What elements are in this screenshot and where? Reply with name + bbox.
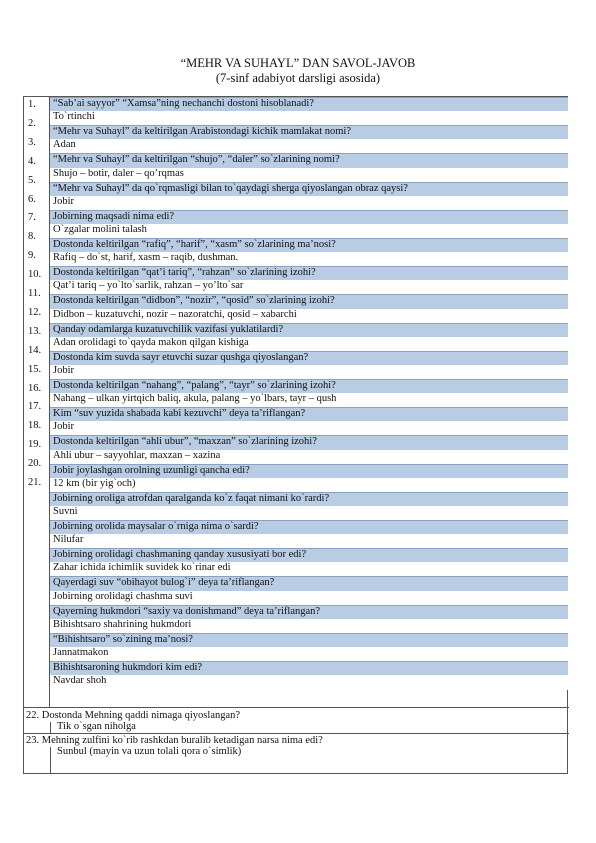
answer-row: Jannatmakon bbox=[50, 647, 568, 662]
answer-row: Shujo – botir, daler – qo’rqmas bbox=[50, 168, 568, 183]
row-number: 3. bbox=[28, 136, 36, 148]
answer-cell-23 bbox=[50, 747, 568, 774]
answer-row: 12 km (bir yig`och) bbox=[50, 478, 568, 493]
row-number: 5. bbox=[28, 174, 36, 186]
answer-row: Jobir bbox=[50, 421, 568, 436]
answer-row: Jobir bbox=[50, 196, 568, 211]
answer-row: Adan orolidagi to`qayda makon qilgan kishiga bbox=[50, 337, 568, 352]
answer-row: Suvni bbox=[50, 506, 568, 521]
row-number: 12. bbox=[28, 306, 42, 318]
row-divider bbox=[24, 733, 569, 734]
number-column bbox=[24, 97, 50, 707]
question-row: Jobirning orolida maysalar o`rniga nima o`sardi? bbox=[50, 520, 568, 535]
answer-row: O`zgalar molini talash bbox=[50, 224, 568, 239]
row-number: 20. bbox=[28, 458, 42, 470]
row-number: 2. bbox=[28, 117, 36, 129]
answer-row: Rafiq – do`st, harif, xasm – raqib, dushman. bbox=[50, 252, 568, 267]
row-number: 21. bbox=[28, 477, 42, 488]
row-number: 13. bbox=[28, 325, 42, 337]
question-row: “Mehr va Suhayl” da keltirilgan Arabistondagi kichik mamlakat nomi? bbox=[50, 125, 568, 140]
answer-row: Jobir bbox=[50, 365, 568, 380]
row-number: 10. bbox=[28, 269, 42, 281]
page-subtitle: (7-sinf adabiyot darsligi asosida) bbox=[215, 71, 381, 85]
question-row: Dostonda keltirilgan “qat’i tariq”, “rahzan” so`zlarining izohi? bbox=[50, 266, 568, 281]
question-23: 23. Mehning zulfini ko`rib rashkdan buralib ketadigan narsa nima edi? bbox=[26, 735, 323, 746]
row-number: 16. bbox=[28, 382, 42, 394]
answer-row: Didbon – kuzatuvchi, nozir – nazoratchi, qosid – xabarchi bbox=[50, 309, 568, 324]
question-22: 22. Dostonda Mehning qaddi nimaga qiyoslangan? bbox=[26, 710, 241, 721]
question-row: Dostonda keltirilgan “didbon”, “nozir”, “qosid” so`zlarining izohi? bbox=[50, 294, 568, 309]
answer-row: Zahar ichida ichimlik suvidek ko`rinar edi bbox=[50, 562, 568, 577]
answer-row: Nahang – ulkan yirtqich baliq, akula, palang – yo`lbars, tayr – qush bbox=[50, 393, 568, 408]
answer-row: Adan bbox=[50, 139, 568, 154]
row-number: 11. bbox=[28, 288, 41, 299]
question-row: Dostonda keltirilgan “ahli ubur”, “maxzan” so`zlarining izohi? bbox=[50, 435, 568, 450]
answer-23: Sunbul (mayin va uzun tolali qora o`simlik) bbox=[57, 746, 242, 757]
question-row: Bihishtsaroning hukmdori kim edi? bbox=[50, 661, 568, 676]
row-number: 1. bbox=[28, 99, 36, 110]
row-number: 9. bbox=[28, 250, 36, 262]
row-divider bbox=[24, 707, 569, 708]
answer-row: Bihishtsaro shahrining hukmdori bbox=[50, 619, 568, 634]
question-row: Jobirning maqsadi nima edi? bbox=[50, 210, 568, 225]
question-row: Jobir joylashgan orolning uzunligi qancha edi? bbox=[50, 464, 568, 479]
qa-table bbox=[23, 96, 568, 774]
question-row: “Sab’ai sayyor” “Xamsa”ning nechanchi dostoni hisoblanadi? bbox=[50, 97, 568, 112]
answer-row: Jobirning orolidagi chashma suvi bbox=[50, 591, 568, 606]
question-row: “Bihishtsaro” so`zining ma’nosi? bbox=[50, 633, 568, 648]
row-number: 14. bbox=[28, 344, 42, 356]
question-row: Qanday odamlarga kuzatuvchilik vazifasi yuklatilardi? bbox=[50, 323, 568, 338]
page-title: “MEHR VA SUHAYL” DAN SAVOL-JAVOB bbox=[180, 56, 416, 70]
question-row: Jobirning oroliga atrofdan qaralganda ko`z faqat nimani ko`rardi? bbox=[50, 492, 568, 507]
question-row: Kim “suv yuzida shabada kabi kezuvchi” deya ta’riflangan? bbox=[50, 407, 568, 422]
row-number: 8. bbox=[28, 231, 36, 243]
row-number: 6. bbox=[28, 193, 36, 205]
answer-row: Navdar shoh bbox=[50, 675, 568, 690]
question-row: “Mehr va Suhayl” da keltirilgan “shujo”, “daler” so`zlarining nomi? bbox=[50, 153, 568, 168]
question-row: Jobirning orolidagi chashmaning qanday xususiyati bor edi? bbox=[50, 548, 568, 563]
question-row: Dostonda kim suvda sayr etuvchi suzar qushga qiyoslangan? bbox=[50, 351, 568, 366]
row-number: 7. bbox=[28, 212, 36, 224]
question-row: Qayerning hukmdori “saxiy va donishmand” deya ta’riflangan? bbox=[50, 605, 568, 620]
answer-row: To`rtinchi bbox=[50, 111, 568, 126]
row-number: 4. bbox=[28, 155, 36, 167]
question-row: “Mehr va Suhayl” da qo`rqmasligi bilan to`qaydagi sherga qiyoslangan obraz qaysi? bbox=[50, 182, 568, 197]
answer-row: Ahli ubur – sayyohlar, maxzan – xazina bbox=[50, 450, 568, 465]
row-number: 15. bbox=[28, 363, 42, 375]
question-row: Dostonda keltirilgan “nahang”, “palang”, “tayr” so`zlarining izohi? bbox=[50, 379, 568, 394]
row-number: 18. bbox=[28, 420, 42, 432]
answer-row: Qat’i tariq – yo`lto`sarlik, rahzan – yo’lto`sar bbox=[50, 280, 568, 295]
answer-cell-22 bbox=[50, 722, 568, 733]
question-row: Qayerdagi suv “obihayot bulog`i” deya ta’riflangan? bbox=[50, 576, 568, 591]
answer-22: Tik o`sgan niholga bbox=[57, 721, 136, 732]
row-number: 19. bbox=[28, 439, 42, 451]
row-number: 17. bbox=[28, 401, 42, 413]
question-row: Dostonda keltirilgan “rafiq”, “harif”, “xasm” so`zlarining ma’nosi? bbox=[50, 238, 568, 253]
answer-row: Nilufar bbox=[50, 534, 568, 549]
